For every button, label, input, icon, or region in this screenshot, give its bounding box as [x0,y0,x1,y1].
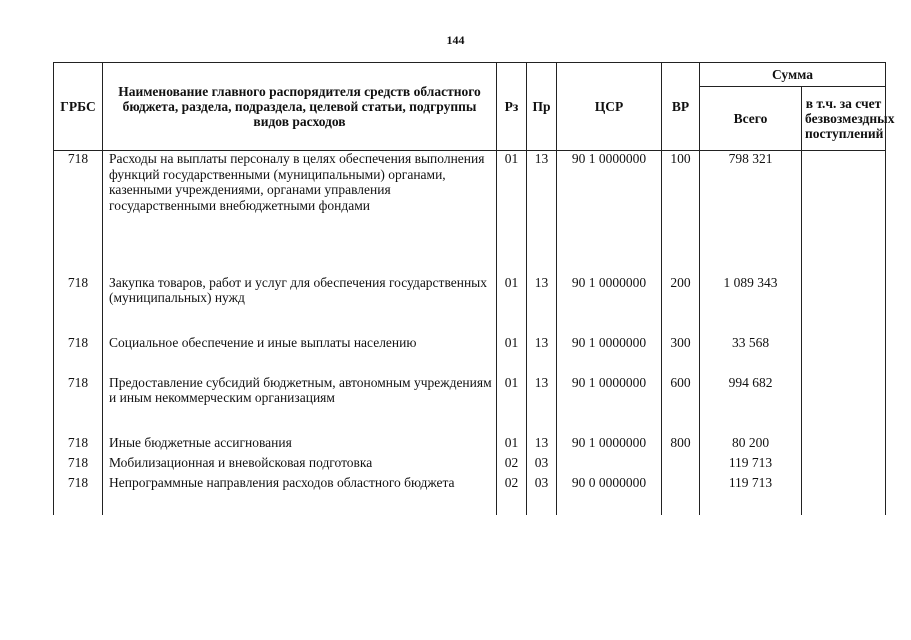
cell-csr: 90 1 0000000 [557,435,662,455]
cell-name: Предоставление субсидий бюджетным, автономным учреждениям и иным некоммерческим организациям [103,375,497,435]
header-rz: Рз [497,63,527,151]
cell-csr: 90 1 0000000 [557,335,662,375]
table-row [54,475,886,515]
cell-rz: 01 [497,435,527,455]
cell-free [802,435,886,455]
cell-pr: 13 [527,275,557,335]
budget-table [53,62,895,515]
header-name: Наименование главного распорядителя средств областного бюджета, раздела, подраздела, целевой статьи, подгруппы видов расходов [103,63,497,151]
cell-grbs: 718 [54,275,103,335]
page-number: 144 [446,33,465,47]
cell-pr: 13 [527,375,557,435]
cell-total: 33 568 [700,335,802,375]
header-grbs: ГРБС [54,63,103,151]
header-vr: ВР [662,63,700,151]
cell-total: 994 682 [700,375,802,435]
cell-csr: 90 1 0000000 [557,375,662,435]
cell-vr [662,455,700,475]
cell-grbs: 718 [54,151,103,275]
cell-total: 119 713 [700,475,802,515]
cell-pr: 13 [527,435,557,455]
cell-csr [557,455,662,475]
cell-csr: 90 0 0000000 [557,475,662,515]
cell-pr: 03 [527,475,557,515]
cell-vr: 200 [662,275,700,335]
cell-total: 119 713 [700,455,802,475]
table-row [54,275,886,335]
header-csr: ЦСР [557,63,662,151]
cell-name: Расходы на выплаты персоналу в целях обеспечения выполнения функций государственными (муниципальными) органами, казенными учреждениями, органами управления государственными внебюджетными фондами [103,151,497,275]
cell-name: Мобилизационная и вневойсковая подготовка [103,455,497,475]
cell-total: 1 089 343 [700,275,802,335]
table-row [54,375,886,435]
cell-csr: 90 1 0000000 [557,151,662,275]
cell-free [802,335,886,375]
table-body [54,151,886,515]
cell-rz: 01 [497,275,527,335]
cell-total: 798 321 [700,151,802,275]
cell-free [802,475,886,515]
cell-pr: 13 [527,335,557,375]
header-total: Всего [700,87,802,151]
header-sum: Сумма [700,63,886,87]
cell-rz: 01 [497,335,527,375]
cell-grbs: 718 [54,335,103,375]
cell-name: Социальное обеспечение и иные выплаты населению [103,335,497,375]
table-row [54,335,886,375]
cell-name: Закупка товаров, работ и услуг для обеспечения государственных (муниципальных) нужд [103,275,497,335]
cell-name: Иные бюджетные ассигнования [103,435,497,455]
cell-free [802,151,886,275]
cell-pr: 03 [527,455,557,475]
table-row [54,151,886,275]
cell-pr: 13 [527,151,557,275]
table-row [54,435,886,455]
cell-total: 80 200 [700,435,802,455]
cell-grbs: 718 [54,475,103,515]
cell-vr: 300 [662,335,700,375]
cell-grbs: 718 [54,455,103,475]
cell-rz: 02 [497,475,527,515]
cell-vr: 600 [662,375,700,435]
cell-free [802,275,886,335]
cell-name: Непрограммные направления расходов областного бюджета [103,475,497,515]
cell-free [802,375,886,435]
cell-rz: 02 [497,455,527,475]
cell-free [802,455,886,475]
header-pr: Пр [527,63,557,151]
cell-grbs: 718 [54,375,103,435]
cell-grbs: 718 [54,435,103,455]
cell-vr: 800 [662,435,700,455]
cell-vr [662,475,700,515]
cell-vr: 100 [662,151,700,275]
cell-rz: 01 [497,151,527,275]
header-free: в т.ч. за счет безвозмездных поступлений [802,87,886,151]
cell-csr: 90 1 0000000 [557,275,662,335]
table-row [54,455,886,475]
table-header [54,63,895,151]
cell-rz: 01 [497,375,527,435]
